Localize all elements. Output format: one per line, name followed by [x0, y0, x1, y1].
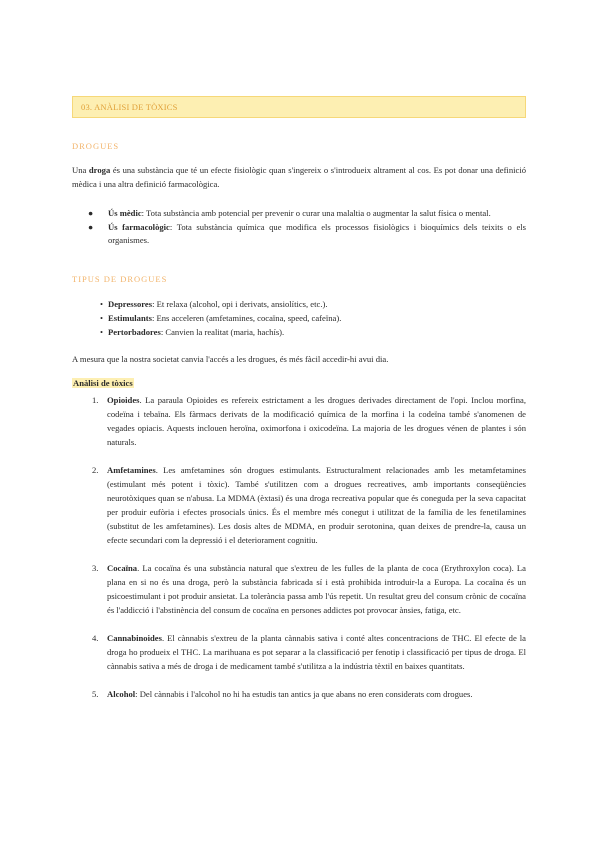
list-item — [92, 561, 526, 617]
closing-paragraph: A mesura que la nostra societat canvia l'accés a les drogues, és més fàcil accedir-hi avui dia. — [72, 354, 389, 364]
item-bold-term: Pertorbadores — [108, 327, 161, 337]
item-bold-term: Cannabinoides — [107, 633, 162, 643]
intro-bold-term: droga — [88, 165, 111, 175]
list-item — [88, 207, 526, 221]
bullet-icon: • — [100, 299, 104, 309]
item-text: : Del cànnabis i l'alcohol no hi ha estudis tan antics ja que abans no eren considerats com drogues. — [135, 689, 473, 699]
item-text: : Et relaxa (alcohol, opi i derivats, ansiolítics, etc.). — [152, 299, 328, 309]
item-number: 4. — [92, 633, 99, 643]
item-bold-term: Amfetamines — [107, 465, 156, 475]
list-item — [92, 687, 526, 701]
item-number: 2. — [92, 465, 99, 475]
item-text: . La cocaïna és una substància natural que s'extreu de les fulles de la planta de coca (Erythroxylon coca). La plana en si no és una droga, però la substància fabricada sí i està prohibida introduir-la a Europa. La cocaïna és un psicoestimulant i pot produir ansietat. La tolerància passa amb l'ús repetit. Un resultat greu del consum crònic de cocaïna és l'addicció i l'abstinència del consum de cocaïna en persones addictes pot provocar ànsies, fatiga, etc. — [107, 563, 526, 615]
item-text: . Les amfetamines són drogues estimulants. Estructuralment relacionades amb les metamfetamines (estimulant més potent i tòxic). També s'utilitzen com a drogues recreatives, amb importants conseqüències neurotòxiques quan se n'abusa. La MDMA (èxtasi) és una droga recreativa popular que és coneguda per la seva capacitat per produir eufòria i efectes prosocials únics. És el membre més conegut i utilitzat de la família de les fenetilamines (substitut de les amfetamines). Les dosis altes de MDMA, en produir serotonina, quan deixes de prendre-la, causa un efecte secundari com la depressió i el deteriorament cognitiu. — [107, 465, 526, 545]
item-bold-term: Ús mèdic — [108, 208, 142, 218]
intro-text-pre: Una — [72, 165, 89, 175]
item-text: : Ens acceleren (amfetamines, cocaïna, speed, cafeïna). — [151, 313, 342, 323]
section-header-box — [72, 96, 526, 118]
heading-drogues: DROGUES — [72, 141, 120, 151]
item-bold-term: Cocaïna — [107, 563, 138, 573]
list-item — [92, 463, 526, 547]
item-number: 1. — [92, 395, 99, 405]
item-text: . La paraula Opioides es refereix estrictament a les drogues derivades directament de l'opi. Inclou morfina, codeïna i tebaïna. Els fàrmacs derivats de la modificació química de la morfina i la codeïna també s'anomenen de vegades opiacis. Aquests inclouen heroïna, oximorfona i oxicodeïna. La majoria de les drogues vénen de plantes i són naturals. — [107, 395, 526, 447]
item-text: : Canvien la realitat (maria, hachís). — [160, 327, 285, 337]
item-number: 3. — [92, 563, 99, 573]
item-bold-term: Opioides — [107, 395, 140, 405]
bullet-icon: ● — [88, 221, 94, 232]
drug-types-list — [100, 297, 520, 339]
list-item — [92, 393, 526, 449]
item-bold-term: Estimulants — [108, 313, 152, 323]
bullet-icon: • — [100, 327, 104, 337]
heading-analisi-toxics: Anàlisi de tòxics — [73, 378, 133, 388]
section-title: 03. ANÀLISI DE TÒXICS — [81, 102, 178, 112]
item-bold-term: Alcohol — [107, 689, 136, 699]
toxics-ordered-list — [92, 393, 526, 701]
intro-text-post: és una substància que té un efecte fisiològic quan s'ingereix o s'introdueix altrament al cos. Es pot donar una definició mèdica i una altra definició farmacològica. — [72, 165, 527, 189]
item-text: . El cànnabis s'extreu de la planta cànnabis sativa i conté altes concentracions de THC. El efecte de la droga ho produeix el THC. La marihuana es pot separar a la classificació per fenotip i classificació per tipus de droga. El cànnabis sativa a més de droga i de medicament també s'utilitza a la indústria tèxtil en baixes quantitats. — [107, 633, 526, 671]
list-item — [88, 221, 526, 248]
item-text: : Tota substància amb potencial per prevenir o curar una malaltia o augmentar la salut física o mental. — [141, 208, 491, 218]
item-bold-term: Ús farmacològic — [108, 221, 170, 232]
list-item — [100, 297, 520, 311]
bullet-icon: • — [100, 313, 104, 323]
definition-list — [88, 207, 526, 248]
heading-tipus-drogues: TIPUS DE DROGUES — [72, 274, 168, 284]
list-item — [92, 631, 526, 673]
bullet-icon: ● — [88, 208, 94, 218]
item-number: 5. — [92, 689, 99, 699]
item-text: : Tota substància química que modifica els processos fisiològics i bioquímics dels teixits o els organismes. — [108, 221, 526, 245]
item-bold-term: Depressores — [108, 299, 153, 309]
list-item — [100, 325, 520, 339]
list-item — [100, 311, 520, 325]
intro-paragraph — [72, 163, 526, 191]
